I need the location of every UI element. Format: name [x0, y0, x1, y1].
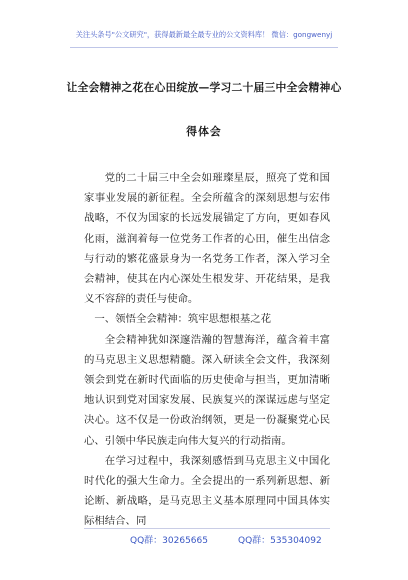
footer-qq-group-2: QQ群：535304092: [238, 536, 322, 546]
document-body: [84, 168, 330, 532]
footer-qq-group-1: QQ群：30265665: [130, 536, 208, 546]
paragraph-section-1: 全会精神犹如深邃浩瀚的智慧海洋，蕴含着丰富的马克思主义思想精髓。深入研读全会文件，我深刻领会到党在新时代面临的历史使命与担当，更加清晰地认识到党对国家发展、民族复兴的深谋远虑与坚定决心。这不仅是一份政治纲领，更是一份凝聚党心民心、引领中华民族走向伟大复兴的行动指南。: [84, 333, 330, 447]
section-heading-1: 一、领悟全会精神：筑牢思想根基之花: [94, 313, 272, 326]
paragraph-intro: 党的二十届三中全会如璀璨星辰，照亮了党和国家事业发展的新征程。全会所蕴含的深刻思想与宏伟战略，不仅为国家的长远发展锚定了方向，更如春风化雨，滋润着每一位党务工作者的心田，催生出信念与行动的繁花盛景身为一名党务工作者，深入学习全会精神，使其在内心深处生根发芽、开花结果，是我义不容辞的责任与使命。: [84, 172, 330, 306]
paragraph-section-1b: 在学习过程中，我深刻感悟到马克思主义中国化时代化的强大生命力。全会提出的一系列新思想、新论断、新战略，是马克思主义基本原理同中国具体实际相结合、同: [84, 454, 330, 528]
document-title-line-2: 得体会: [186, 125, 222, 138]
document-title-line-1: 让全会精神之花在心田绽放—学习二十届三中全会精神心: [66, 81, 342, 94]
header-divider: [70, 47, 338, 48]
header-promo-text: 关注头条号"公文研究"，获得最新最全最专业的公文资料库！ 微信：gongwenyj: [75, 30, 333, 39]
header-promo: [0, 0, 408, 40]
footer-divider: [84, 528, 330, 529]
